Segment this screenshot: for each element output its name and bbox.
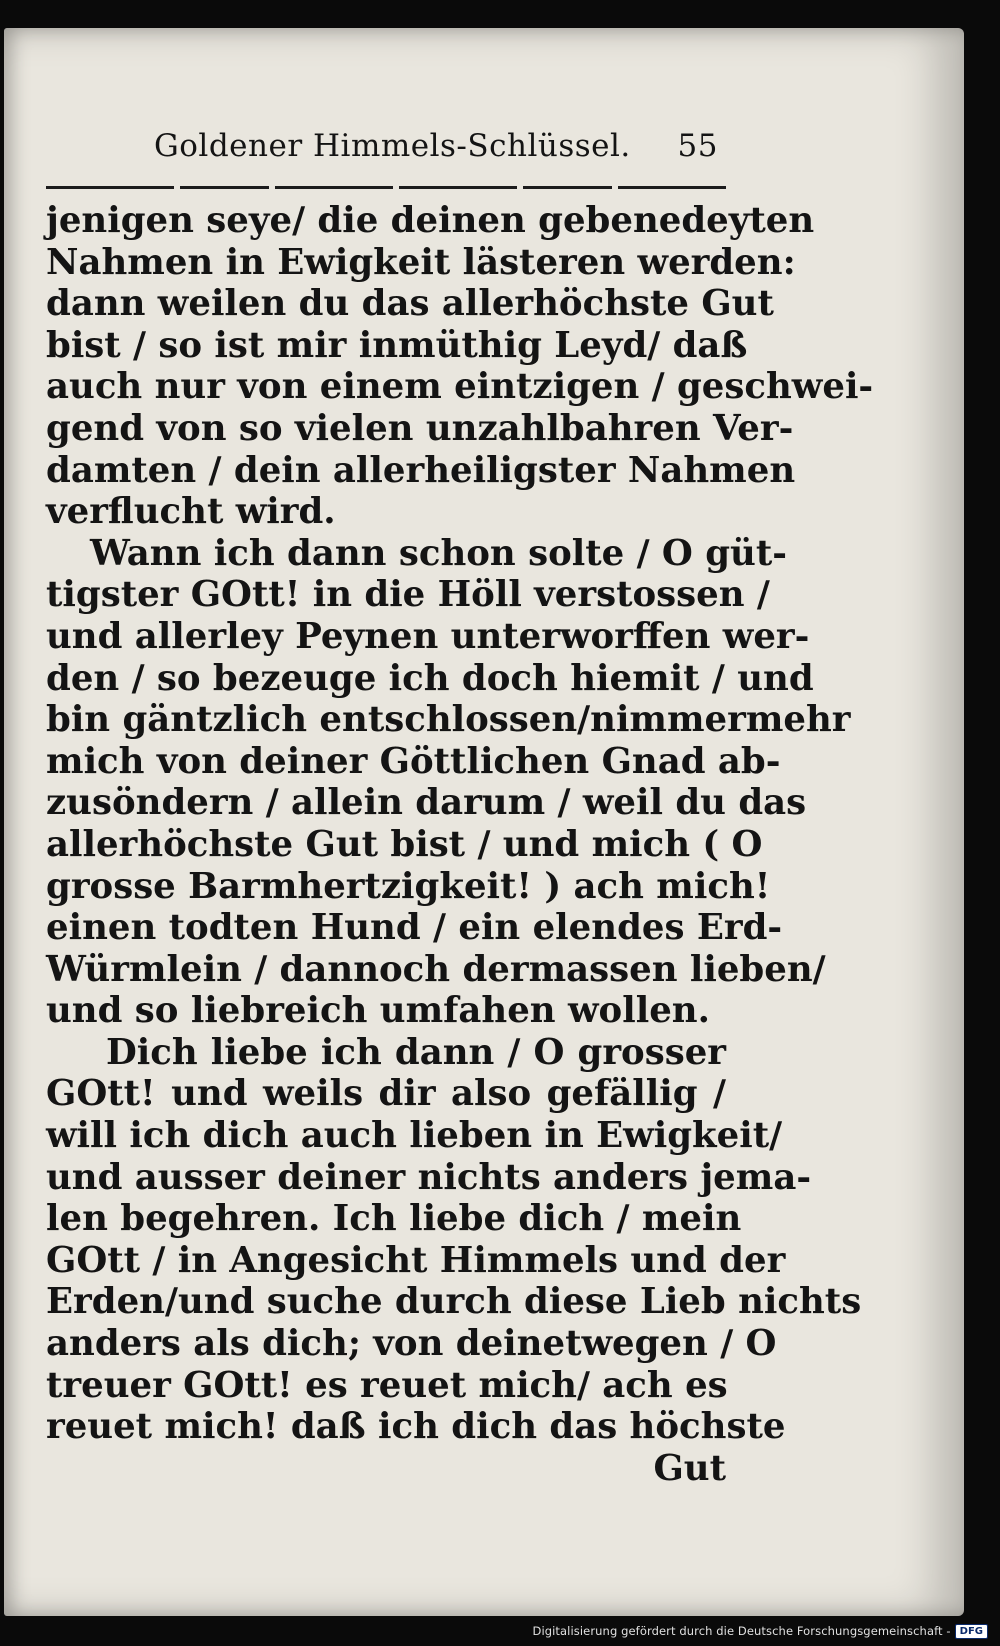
text-line: bist / so ist mir inmüthig Leyd/ daß <box>46 324 748 366</box>
text-line: len begehren. Ich liebe dich / mein <box>46 1198 742 1240</box>
footer-bar <box>0 1616 1000 1646</box>
rule-segment <box>180 186 269 189</box>
text-line: GOtt! und weils dir also gefällig / <box>46 1073 726 1115</box>
rule-segment <box>275 186 393 189</box>
running-title: Goldener Himmels-Schlüssel. <box>154 128 631 164</box>
running-header <box>46 128 726 184</box>
text-line: bin gäntzlich entschlossen/nimmermehr <box>46 699 851 741</box>
paragraph <box>46 200 874 533</box>
text-line: verflucht wird. <box>46 491 336 533</box>
text-line: Wann ich dann schon solte / O güt- <box>90 532 787 574</box>
text-line: gend von so vielen unzahlbahren Ver- <box>46 407 794 449</box>
text-line: damten / dein allerheiligster Nahmen <box>46 449 796 491</box>
body-text <box>46 200 874 1489</box>
text-line: reuet mich! daß ich dich das höchste <box>46 1406 786 1448</box>
header-rule <box>46 186 726 190</box>
text-line: anders als dich; von deinetwegen / O <box>46 1323 777 1365</box>
text-line: auch nur von einem eintzigen / geschwei- <box>46 366 874 408</box>
text-line: GOtt / in Angesicht Himmels und der <box>46 1239 786 1281</box>
text-line: Dich liebe ich dann / O grosser <box>106 1031 726 1073</box>
text-line: zusöndern / allein darum / weil du das <box>46 782 807 824</box>
rule-segment <box>399 186 517 189</box>
book-page <box>4 28 964 1616</box>
text-line: tigster GOtt! in die Höll verstossen / <box>46 574 770 616</box>
text-line: allerhöchste Gut bist / und mich ( O <box>46 823 763 865</box>
rule-segment <box>618 186 726 189</box>
text-line: den / so bezeuge ich doch hiemit / und <box>46 657 814 699</box>
text-line: jenigen seye/ die deinen gebenedeyten <box>46 200 815 241</box>
text-line: Erden/und suche durch diese Lieb nichts <box>46 1281 862 1323</box>
paragraph <box>46 532 851 1032</box>
text-line: und so liebreich umfahen wollen. <box>46 990 710 1032</box>
text-line: will ich dich auch lieben in Ewigkeit/ <box>46 1115 783 1157</box>
funding-credit: Digitalisierung gefördert durch die Deutsche Forschungsgemeinschaft - <box>532 1624 951 1638</box>
text-line: grosse Barmhertzigkeit! ) ach mich! <box>46 865 771 907</box>
page-number: 55 <box>677 128 718 164</box>
text-line: treuer GOtt! es reuet mich/ ach es <box>46 1364 728 1406</box>
text-line: und ausser deiner nichts anders jema- <box>46 1156 812 1198</box>
text-line: Würmlein / dannoch dermassen lieben/ <box>46 948 826 990</box>
rule-segment <box>523 186 612 189</box>
text-line: einen todten Hund / ein elendes Erd- <box>46 907 783 949</box>
page-content <box>46 128 874 1489</box>
text-line: Nahmen in Ewigkeit lästeren werden: <box>46 241 796 283</box>
paragraph <box>46 1031 862 1448</box>
catchword: Gut <box>653 1447 726 1489</box>
text-line: und allerley Peynen unterworffen wer- <box>46 615 810 657</box>
text-line: dann weilen du das allerhöchste Gut <box>46 283 774 325</box>
text-line: mich von deiner Göttlichen Gnad ab- <box>46 740 781 782</box>
rule-segment <box>46 186 174 189</box>
dfg-logo: DFG <box>955 1624 988 1639</box>
